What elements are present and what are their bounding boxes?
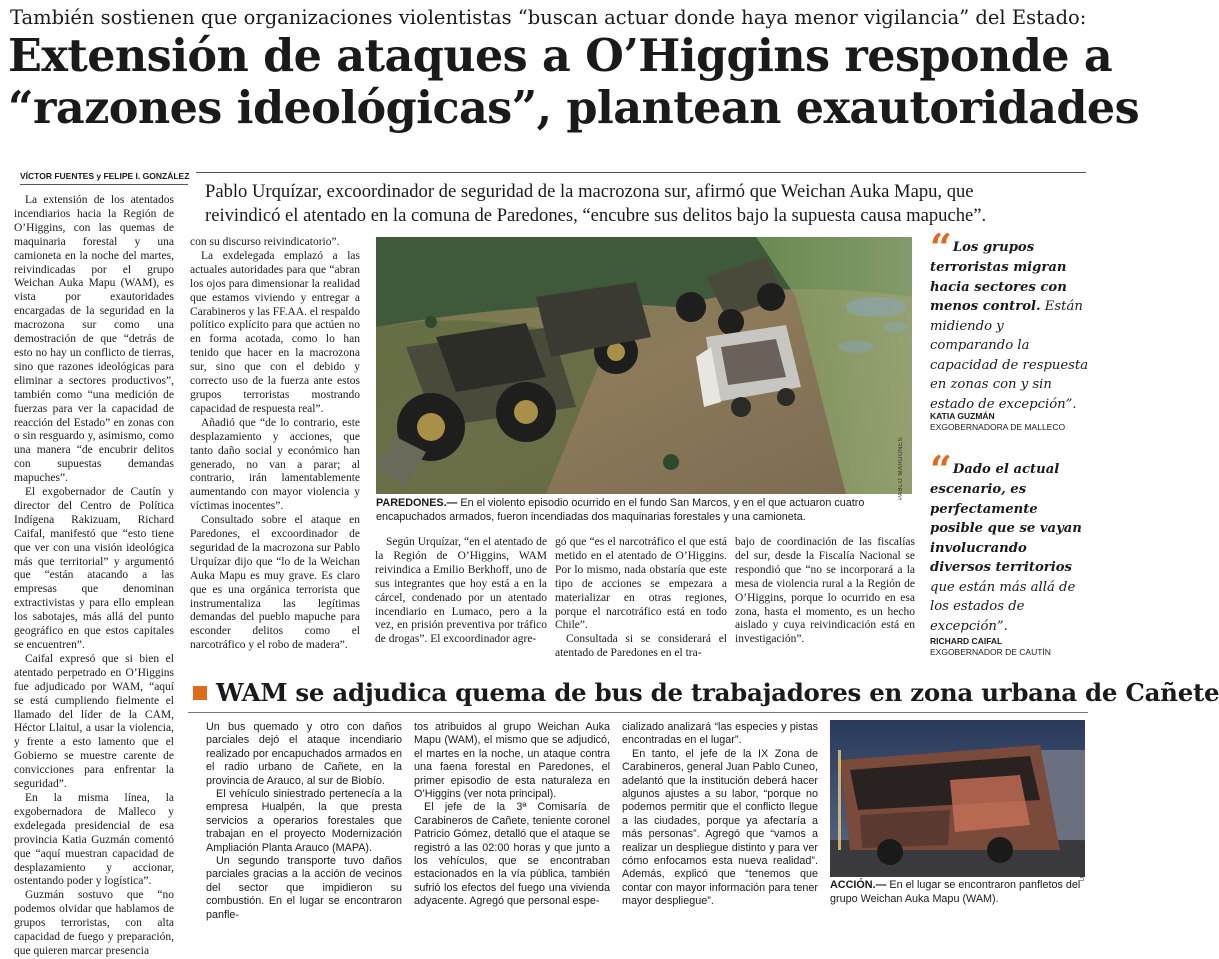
paragraph: Un segundo transporte tuvo daños parciales gracias a la acción de vecinos del sector que impidieron su combustión. En el lugar se encontraron panfle- (206, 855, 402, 921)
paragraph: Consultado sobre el ataque en Paredones, el excoordinador de seguridad de la macrozona sur Pablo Urquízar dijo que “lo de la Weichan Auka Mapu es muy grave. Es claro que es una orgánica terrorista que instrumentaliza las legítimas demandas del pueblo mapuche para esconder delitos como el narcotráfico y el robo de madera”. (190, 514, 360, 652)
pull-quote (930, 225, 1090, 414)
paragraph: En la misma línea, la exgobernadora de Malleco y exdelegada presidencial de esa provincia Katia Guzmán comentó que “aquí muestran capacidad de desplazamiento y accionar, ostentando poder y logística”. (14, 791, 174, 888)
kicker: También sostienen que organizaciones violentistas “buscan actuar donde haya menor vigilancia” del Estado: (10, 6, 1087, 29)
caption-text: En el violento episodio ocurrido en el fundo San Marcos, y en el que actuaron cuatro encapuchados armados, fueron incendiadas dos maquinarias forestales y una camioneta. (376, 497, 865, 523)
paragraph: El jefe de la 3ª Comisaría de Carabineros de Cañete, teniente coronel Patricio Gómez, detalló que el ataque se registró a las 02:00 horas y que junto a los vehículos, que se encontraban estacionados en la vía pública, también sufrió los efectos del fuego una vivienda adyacente. Agregó que personal espe- (414, 801, 610, 908)
paragraph: Un bus quemado y otro con daños parciales dejó el ataque incendiario realizado por encapuchados armados en el radio urbano de Cañete, en la provincia de Arauco, al sur de Biobío. (206, 721, 402, 787)
paragraph: La extensión de los atentados incendiarios hacia la Región de O’Higgins, con las quemas de maquinaria forestal y una camioneta en la noche del martes, reivindicadas por el grupo Weichan Auka Mapu (WAM), es vista por exautoridades encargadas de la seguridad en la macrozona sur como una demostración de que “detrás de esto no hay un conflicto de tierras, sino que razones ideológicas para eliminar a sectores productivos”, también como “una medición de fuerzas para ver la capacidad de reacción del Estado” en zonas con o sin resguardo y, asimismo, como una manera “de encubrir delitos con supuestas demandas mapuches”. (14, 194, 174, 485)
paragraph: cializado analizará “las especies y pistas encontradas en el lugar”. (622, 721, 818, 747)
quote-role: EXGOBERNADOR DE CAUTÍN (930, 647, 1051, 657)
quote-attribution (930, 636, 1090, 658)
headline-line: Extensión de ataques a O’Higgins responde a (8, 30, 1113, 82)
main-photo (376, 237, 912, 494)
bus-photo (830, 720, 1085, 877)
paragraph: bajo de coordinación de las fiscalías del sur, desde la Fiscalía Nacional se respondió que “no se incorporará a la mesa de violencia rural a la Región de O’Higgins, porque lo ocurrido en esa zona, hasta el momento, es un hecho aislado y cuya reivindicación está en investigación”. (735, 536, 915, 646)
byline-divider (196, 172, 1086, 173)
quote-strong: Dado el actual escenario, es perfectamente posible que se vayan involucrando diversos territorios (930, 462, 1082, 575)
sidebar-column-1 (206, 721, 402, 922)
quote-strong: Los grupos terroristas migran hacia sectores con menos control. (930, 240, 1067, 314)
sidebar-headline: WAM se adjudica quema de bus de trabajadores en zona urbana de Cañete (216, 678, 1219, 707)
body-column-4 (555, 536, 727, 661)
headline (8, 30, 1140, 134)
paragraph: Caifal expresó que si bien el atentado perpetrado en O’Higgins fue adjudicado por WAM, “aquí se está cumpliendo fielmente el llamado del líder de la CAM, Héctor Llaitul, a usar la violencia, y frente a esto lamento que el Gobierno se muestre carente de convicciones para enfrentar la seguridad”. (14, 652, 174, 791)
caption-tag: ACCIÓN.— (830, 879, 887, 891)
body-column-3 (375, 536, 547, 647)
photo-credit: DANIEL ROA (1080, 845, 1086, 882)
quote-soft: Están midiendo y comparando la capacidad de respuesta en zonas con y sin estado de excepción”. (930, 299, 1089, 412)
paragraph: El exgobernador de Cautín y director del Centro de Política Indígena Rakizuam, Richard Caifal, manifestó que “esto tiene que ver con una visión ideológica más que territorial” y argumentó que “están atacando a las empresas que denominan extractivistas y para ello emplean los sabotajes, más allá del punto geográfico en que estos capitales se encuentren”. (14, 486, 174, 651)
caption-text: En el lugar se encontraron panfletos del grupo Weichan Auka Mapu (WAM). (830, 879, 1081, 905)
quote-mark-icon: “ (930, 225, 949, 270)
deck (205, 180, 1085, 228)
quote-author: KATIA GUZMÁN (930, 411, 995, 421)
sidebar-divider (188, 712, 1088, 713)
caption-tag: PAREDONES.— (376, 497, 458, 509)
sidebar-column-2 (414, 721, 610, 909)
photo-credit: PABLO MARDONES (898, 437, 904, 500)
headline-line: “razones ideológicas”, plantean exautoridades (8, 82, 1140, 134)
paragraph: Guzmán sostuvo que “no podemos olvidar que hablamos de grupos terroristas, con alta capacidad de fuego y preparación, que quieren marcar presencia (14, 889, 174, 957)
deck-line: reivindicó el atentado en la comuna de Paredones, “encubre sus delitos bajo la supuesta causa mapuche”. (205, 205, 987, 226)
quote-mark-icon: “ (930, 447, 949, 492)
burned-bus-photo (830, 720, 1085, 877)
quote-attribution (930, 411, 1090, 433)
paragraph: Añadió que “de lo contrario, este desplazamiento y acciones, que tanto daño social y económico han generado, no van a parar; al contrario, irán lamentablemente aumentando con mayor violencia y víctimas inocentes”. (190, 416, 360, 513)
photo-caption (830, 879, 1090, 906)
sidebar-column-3 (622, 721, 818, 909)
paragraph: El vehículo siniestrado pertenecía a la empresa Hualpén, la que presta servicios a operarios forestales que trabajan en el proyecto Modernización Ampliación Planta Arauco (MAPA). (206, 788, 402, 854)
pull-quote (930, 447, 1090, 636)
burned-forestry-machines-photo (376, 237, 912, 494)
body-column-1 (14, 194, 174, 959)
paragraph: gó que “es el narcotráfico el que está metido en el atentado de O’Higgins. Por lo mismo, nada obstaría que este tipo de acciones se empezara a materializar en otras regiones, porque el narcotráfico está en todo Chile”. (555, 536, 727, 632)
paragraph: Según Urquízar, “en el atentado de la Región de O’Higgins, WAM reivindica a Emilio Berkhoff, uno de sus integrantes que hoy está a en la cárcel, condenado por un atentado incendiario en Lumaco, pero a la vez, en prisión preventiva por tráfico de drogas”. El excoordinador agre- (375, 536, 547, 646)
quote-role: EXGOBERNADORA DE MALLECO (930, 422, 1066, 432)
quote-soft: que están más allá de los estados de excepción”. (930, 579, 1076, 634)
body-column-5 (735, 536, 915, 647)
deck-line: Pablo Urquízar, excoordinador de seguridad de la macrozona sur, afirmó que Weichan Auka Mapu, que (205, 181, 974, 202)
paragraph: La exdelegada emplazó a las actuales autoridades para que “abran los ojos para dimensionar la realidad que estamos viviendo y entregar a Carabineros y las FF.AA. el respaldo político explícito para que actúen no en forma acotada, como lo han tenido que hacer en la macrozona sur, sino que con el debido y correcto uso de la fuerza ante estos grupos terroristas mostrando capacidad de respuesta real”. (190, 249, 360, 415)
paragraph: Consultada si se considerará el atentado de Paredones en el tra- (555, 633, 727, 660)
paragraph: tos atribuidos al grupo Weichan Auka Mapu (WAM), el mismo que se adjudicó, el martes en la noche, un ataque contra una faena forestal en Paredones, el primer episodio de esta naturaleza en O’Higgins (ver nota principal). (414, 721, 610, 801)
paragraph: En tanto, el jefe de la IX Zona de Carabineros, general Juan Pablo Cuneo, adelantó que la institución deberá hacer algunos ajustes a su labor, “porque no podemos permitir que el conflicto llegue a las ciudades, porque ya afectaría a más personas”. Agregó que “vamos a realizar un despliegue distinto y para ver cómo enfocamos esta nueva realidad”. Además, explicó que “tenemos que contar con mayor información para tener mayor despliegue”. (622, 747, 818, 908)
photo-caption (376, 497, 916, 524)
body-column-2 (190, 236, 360, 653)
paragraph: con su discurso reivindicatorio”. (190, 236, 340, 248)
quote-author: RICHARD CAIFAL (930, 636, 1003, 646)
section-bullet-icon (193, 686, 207, 700)
byline: VÍCTOR FUENTES y FELIPE I. GONZÁLEZ (20, 170, 188, 185)
